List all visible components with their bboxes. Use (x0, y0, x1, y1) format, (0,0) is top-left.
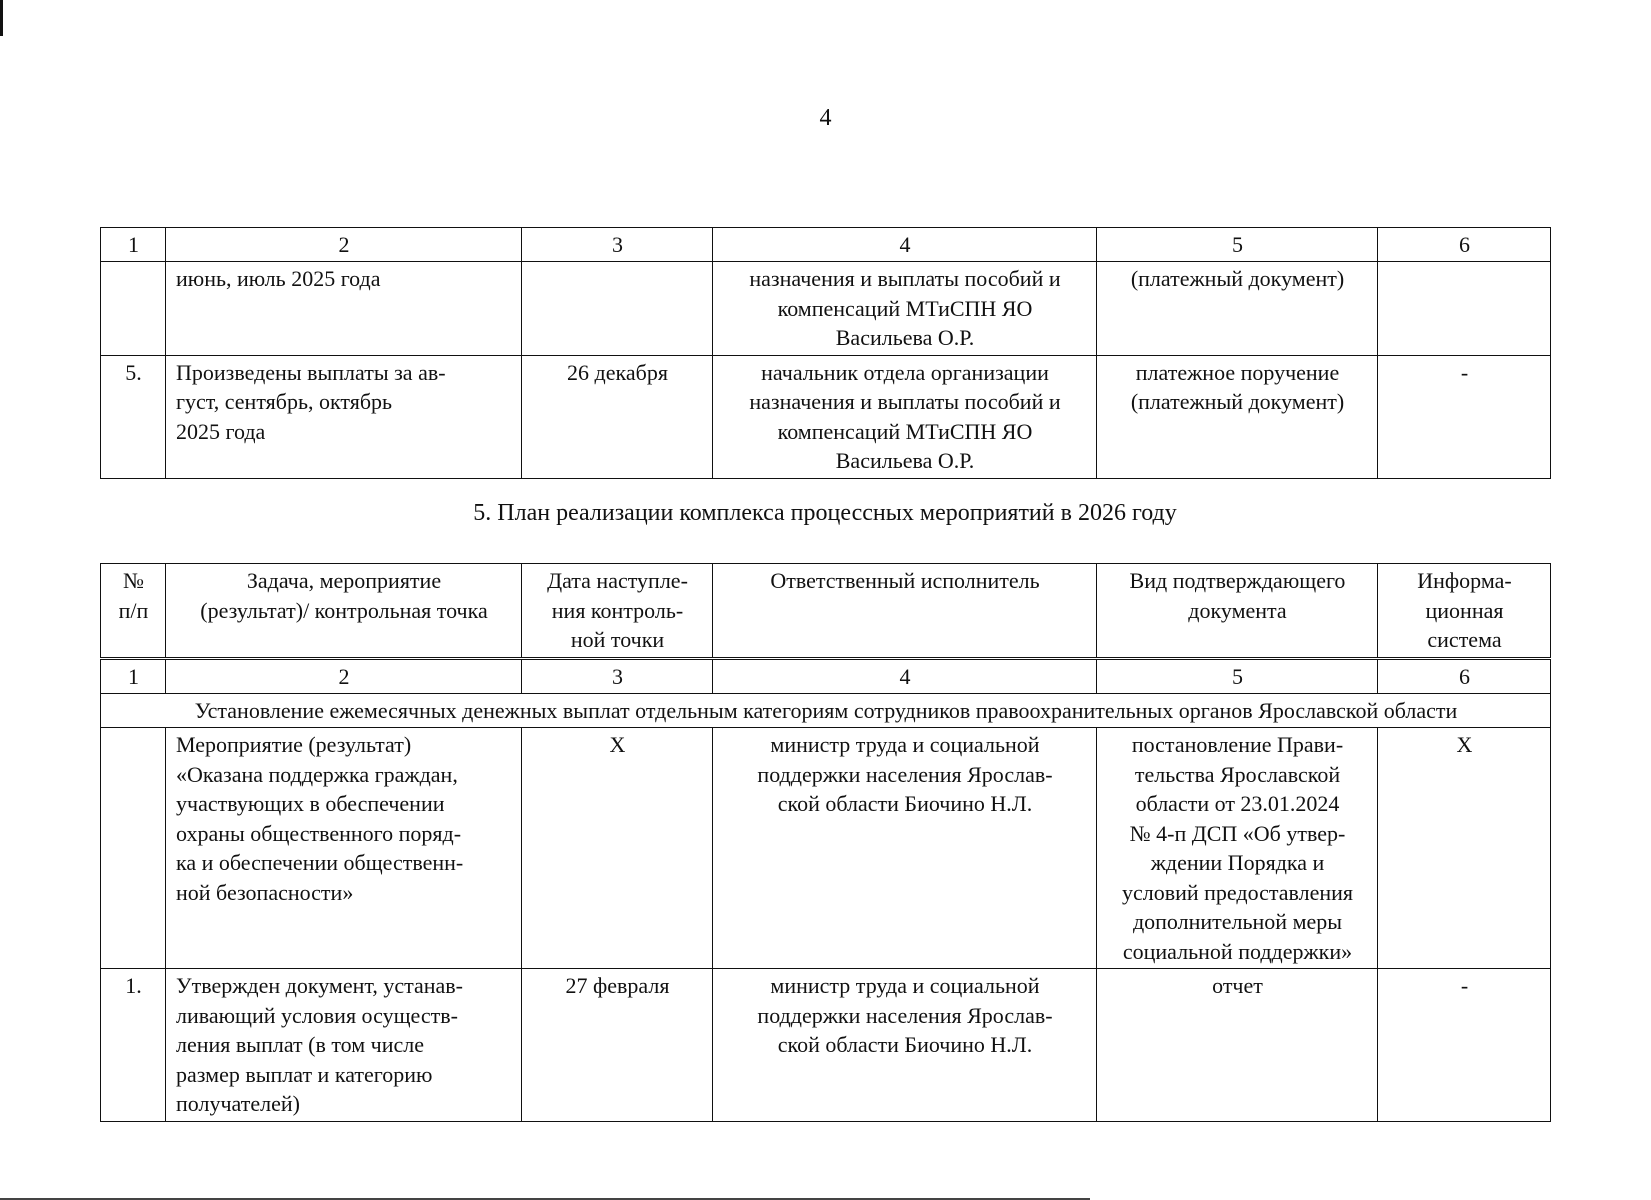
table-row (101, 728, 1551, 969)
table-row (101, 969, 1551, 1122)
header-date: Дата наступле- ния контроль- ной точки (522, 564, 713, 659)
column-number-row (101, 228, 1551, 262)
col-number-4: 4 (713, 228, 1097, 262)
row-task: Произведены выплаты за ав- густ, сентябрь, октябрь 2025 года (166, 355, 522, 478)
row-system: - (1378, 355, 1551, 478)
row-num: 1. (101, 969, 166, 1122)
header-system: Информа- ционная система (1378, 564, 1551, 659)
col-number-1: 1 (101, 658, 166, 693)
col-number-4: 4 (713, 658, 1097, 693)
section-heading: Установление ежемесячных денежных выплат отдельным категориям сотрудников правоохранительных органов Ярославской области (101, 693, 1551, 728)
row-date: 27 февраля (522, 969, 713, 1122)
row-system: Х (1378, 728, 1551, 969)
section-title: 5. План реализации комплекса процессных мероприятий в 2026 году (473, 500, 1177, 526)
row-document: отчет (1097, 969, 1378, 1122)
row-system (1378, 262, 1551, 356)
col-number-6: 6 (1378, 658, 1551, 693)
row-executor: министр труда и социальной поддержки населения Ярослав- ской области Биочино Н.Л. (713, 728, 1097, 969)
continuation-table (100, 227, 1551, 479)
row-executor: министр труда и социальной поддержки населения Ярослав- ской области Биочино Н.Л. (713, 969, 1097, 1122)
table-row (101, 262, 1551, 356)
column-number-row (101, 658, 1551, 693)
row-num (101, 262, 166, 356)
row-document: (платежный документ) (1097, 262, 1378, 356)
col-number-2: 2 (166, 228, 522, 262)
row-task: Утвержден документ, устанав- ливающий условия осуществ- ления выплат (в том числе размер выплат и категорию получателей) (166, 969, 522, 1122)
header-num: № п/п (101, 564, 166, 659)
header-task: Задача, мероприятие (результат)/ контрольная точка (166, 564, 522, 659)
row-num: 5. (101, 355, 166, 478)
col-number-5: 5 (1097, 658, 1378, 693)
col-number-2: 2 (166, 658, 522, 693)
row-task: Мероприятие (результат) «Оказана поддержка граждан, участвующих в обеспечении охраны общественного поряд- ка и обеспечении общественн- ной безопасности» (166, 728, 522, 969)
col-number-3: 3 (522, 228, 713, 262)
header-document: Вид подтверждающего документа (1097, 564, 1378, 659)
plan-table (100, 563, 1551, 1122)
row-date: 26 декабря (522, 355, 713, 478)
row-executor: назначения и выплаты пособий и компенсаций МТиСПН ЯО Васильева О.Р. (713, 262, 1097, 356)
row-document: постановление Прави- тельства Ярославской области от 23.01.2024 № 4-п ДСП «Об утвер- ждении Порядка и условий предоставления дополнительной меры социальной поддержки» (1097, 728, 1378, 969)
page-number: 4 (819, 105, 832, 131)
section-heading-row (101, 693, 1551, 728)
col-number-5: 5 (1097, 228, 1378, 262)
header-executor: Ответственный исполнитель (713, 564, 1097, 659)
header-row (101, 564, 1551, 659)
row-num (101, 728, 166, 969)
row-executor: начальник отдела организации назначения и выплаты пособий и компенсаций МТиСПН ЯО Васильева О.Р. (713, 355, 1097, 478)
row-document: платежное поручение (платежный документ) (1097, 355, 1378, 478)
row-system: - (1378, 969, 1551, 1122)
table-row (101, 355, 1551, 478)
row-task: июнь, июль 2025 года (166, 262, 522, 356)
col-number-6: 6 (1378, 228, 1551, 262)
scan-edge-mark (0, 0, 3, 36)
col-number-3: 3 (522, 658, 713, 693)
row-date (522, 262, 713, 356)
col-number-1: 1 (101, 228, 166, 262)
row-date: Х (522, 728, 713, 969)
